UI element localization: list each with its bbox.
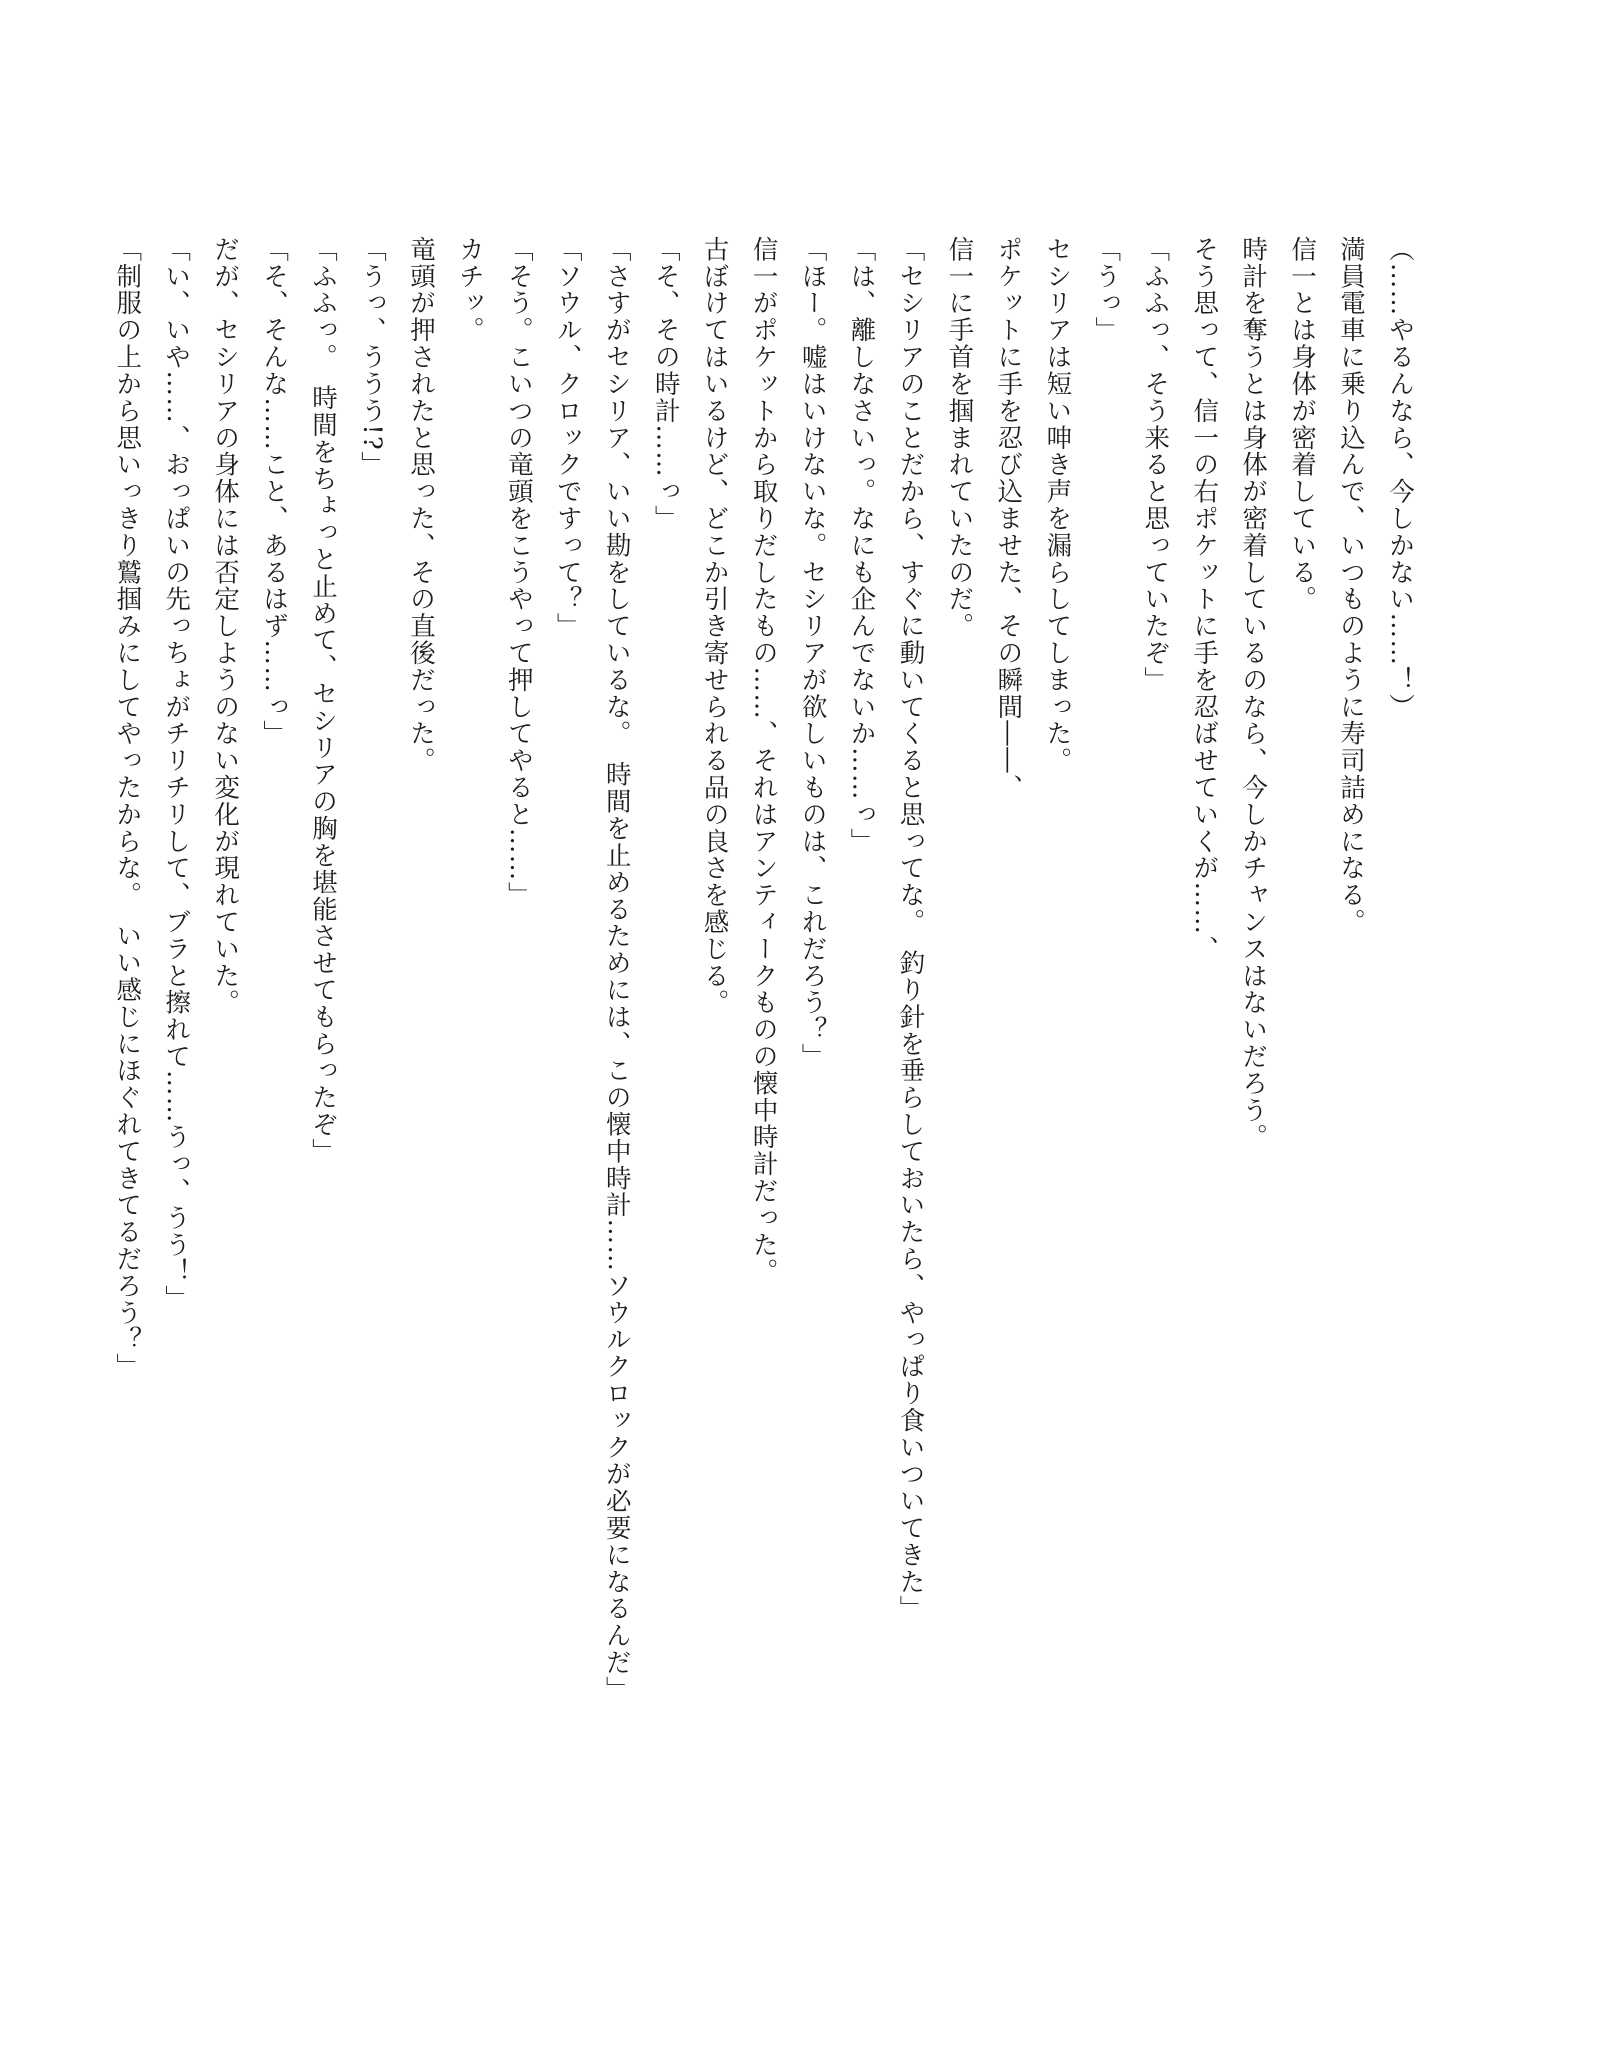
paragraph: 竜頭が押されたと思った、その直後だった。: [405, 236, 436, 775]
paragraph: 「ほー。嘘はいけないな。セシリアが欲しいものは、これだろう？」: [797, 236, 828, 1070]
paragraph: ポケットに手を忍び込ませた、その瞬間――、: [993, 236, 1024, 801]
paragraph: 「そう。こいつの竜頭をこうやって押してやると……」: [503, 236, 534, 909]
paragraph: 「い、いや……、おっぱいの先っちょがチリチリして、ブラと擦れて……うっ、うう！」: [161, 236, 192, 1313]
paragraph: 信一とは身体が密着している。: [1287, 236, 1318, 613]
paragraph: 「制服の上から思いっきり鷲掴みにしてやったからな。 いい感じにほぐれてきてるだろう？」: [112, 236, 143, 1381]
paragraph: 「うっ」: [1091, 236, 1122, 344]
paragraph: 「そ、その時計……っ」: [650, 236, 681, 532]
paragraph: 「さすがセシリア、いい勘をしているな。 時間を止めるためには、この懐中時計……ソウルクロックが必要になるんだ」: [601, 236, 632, 1703]
paragraph: 「ふふっ、そう来ると思っていたぞ」: [1140, 236, 1171, 694]
paragraph: 「は、離しなさいっ。なにも企んでないか……っ」: [846, 236, 877, 855]
novel-text-body: [112, 236, 1424, 1796]
paragraph: （……やるんなら、今しかない……！）: [1385, 236, 1415, 721]
paragraph: 「そ、そんな……こと、あるはず……っ」: [259, 236, 290, 748]
paragraph: 信一がポケットから取りだしたもの……、それはアンティークものの懐中時計だった。: [748, 236, 779, 1286]
paragraph: 古ぼけてはいるけど、どこか引き寄せられる品の良さを感じる。: [699, 236, 730, 1017]
paragraph: だが、セシリアの身体には否定しようのない変化が現れていた。: [210, 236, 241, 1017]
paragraph: そう思って、信一の右ポケットに手を忍ばせていくが……、: [1189, 236, 1220, 963]
paragraph: カチッ。: [454, 236, 485, 344]
paragraph: 「ふふっ。 時間をちょっと止めて、セシリアの胸を堪能させてもらったぞ」: [308, 236, 339, 1165]
paragraph: 時計を奪うとは身体が密着しているのなら、今しかチャンスはないだろう。: [1238, 236, 1269, 1151]
paragraph: 「ソウル、クロックですって？」: [552, 236, 583, 640]
paragraph: セシリアは短い呻き声を漏らしてしまった。: [1042, 236, 1073, 775]
paragraph: 信一に手首を掴まれていたのだ。: [944, 236, 975, 640]
paragraph: 「セシリアのことだから、すぐに動いてくると思ってな。 釣り針を垂らしておいたら、やっぱり食いついてきた」: [895, 236, 926, 1623]
paragraph: 「うっ、ううう!?」: [356, 236, 387, 478]
paragraph: 満員電車に乗り込んで、いつものように寿司詰めになる。: [1336, 236, 1367, 936]
